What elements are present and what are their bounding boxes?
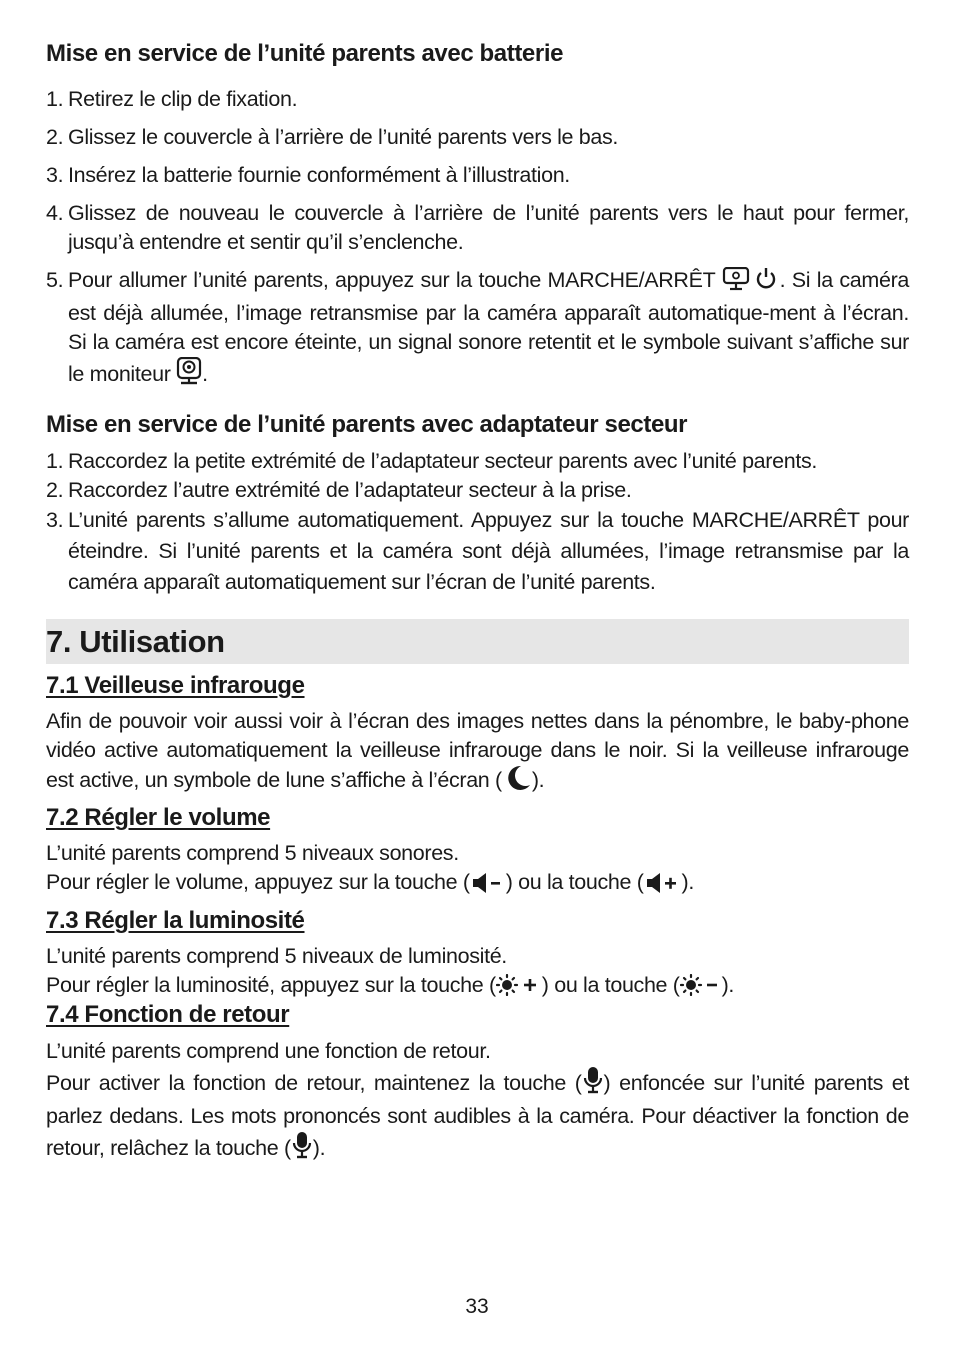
subsection-title-talkback: 7.4 Fonction de retour <box>46 1001 290 1028</box>
list-item: 2. Raccordez l’autre extrémité de l’adaptateur secteur à la prise. <box>46 478 632 502</box>
brightness-paragraph: L’unité parents comprend 5 niveaux de luminosité. Pour régler la luminosité, appuyez sur la touche ( ) ou la touche ( ). <box>46 942 909 1004</box>
volume-up-icon <box>644 872 682 901</box>
section-title-battery: Mise en service de l’unité parents avec batterie <box>46 40 564 67</box>
chapter-heading-band <box>46 619 909 664</box>
chapter-title: 7. Utilisation <box>46 624 225 659</box>
subsection-title-night-light: 7.1 Veilleuse infrarouge <box>46 672 305 699</box>
list-item: 1. Raccordez la petite extrémité de l’adaptateur secteur parents avec l’unité parents. <box>46 449 817 473</box>
page-number: 33 <box>465 1295 489 1318</box>
talkback-paragraph: L’unité parents comprend une fonction de retour. Pour activer la fonction de retour, maintenez la touche ( ) enfoncée sur l’unité parents et parlez dedans. Les mots prononcés sont audibles à la caméra. Pour déactiver la fonction de retour, relâchez la touche ( ). <box>46 1037 909 1167</box>
list-item: 1. Retirez le clip de fixation. <box>46 87 298 111</box>
volume-paragraph: L’unité parents comprend 5 niveaux sonores. Pour régler le volume, appuyez sur la touche ( ) ou la touche ( ). <box>46 839 909 901</box>
microphone-icon <box>582 1066 604 1102</box>
list-item: 3. Insérez la batterie fournie conformément à l’illustration. <box>46 163 570 187</box>
list-item: 3. L’unité parents s’allume automatiquement. Appuyez sur la touche MARCHE/ARRÊT pour éteindre. Si l’unité parents et la caméra sont déjà allumées, l’image retransmise par la caméra apparaît automatiquement sur l’écran de l’unité parents. <box>46 508 909 594</box>
section-title-adapter: Mise en service de l’unité parents avec adaptateur secteur <box>46 411 688 438</box>
list-item: 2. Glissez le couvercle à l’arrière de l’unité parents vers le bas. <box>46 125 618 149</box>
camera-off-icon <box>176 357 202 393</box>
night-light-paragraph: Afin de pouvoir voir aussi voir à l’écran des images nettes dans la pénombre, le baby-phone vidéo active automatiquement la veilleuse infrarouge dans le noir. Si la veilleuse infrarouge est active, un symbole de lune s’affiche à l’écran ( ). <box>46 707 909 799</box>
moon-icon <box>502 765 532 799</box>
brightness-down-icon <box>680 974 722 1004</box>
brightness-up-icon <box>496 974 542 1004</box>
volume-down-icon <box>470 872 506 901</box>
monitor-power-icon <box>722 267 780 299</box>
microphone-icon <box>291 1131 313 1167</box>
list-item: 5. Pour allumer l’unité parents, appuyez sur la touche MARCHE/ARRÊT . Si la caméra est déjà allumée, l’image retransmise par la caméra apparaît automatique-ment à l’écran. Si la caméra est encore éteinte, un signal sonore retentit et le symbole suivant s’affiche sur le moniteur . <box>46 266 909 393</box>
adapter-steps-list <box>46 447 909 598</box>
battery-steps-list <box>46 85 909 393</box>
list-item: 4. Glissez de nouveau le couvercle à l’arrière de l’unité parents vers le haut pour fermer, jusqu’à entendre et sentir qu’il s’enclenche. <box>46 201 909 254</box>
subsection-title-brightness: 7.3 Régler la luminosité <box>46 907 305 934</box>
subsection-title-volume: 7.2 Régler le volume <box>46 804 271 831</box>
